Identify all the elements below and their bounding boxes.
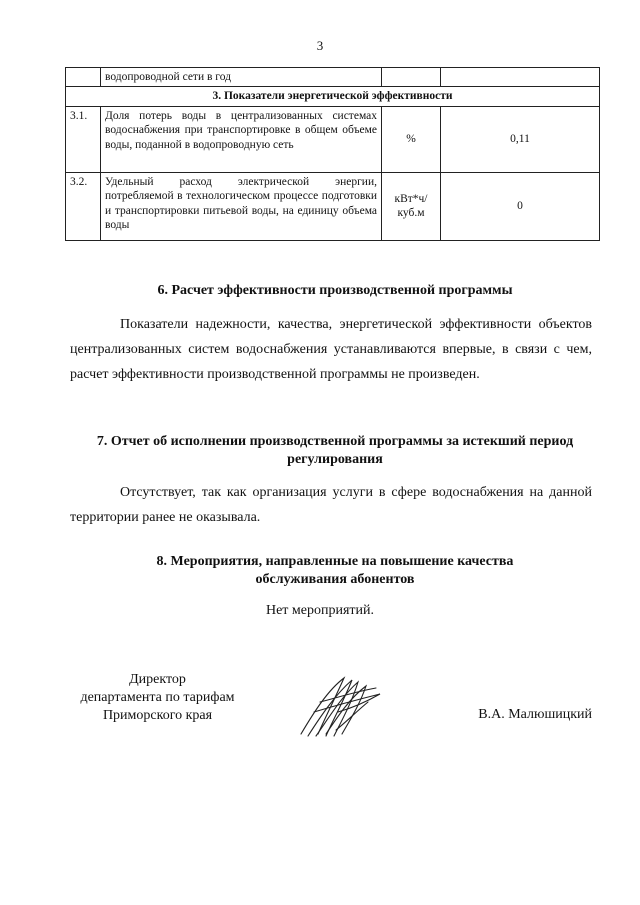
signatory-title: [65, 671, 250, 725]
section-8-title: 8. Мероприятия, направленные на повышение качества обслуживания абонентов: [156, 554, 514, 587]
section-8-text: Нет мероприятий.: [265, 603, 375, 618]
section-6-text: Показатели надежности, качества, энергетической эффективности объектов централизованных систем водоснабжения устанавливаются впервые, в связи с чем, расчет эффективности производственной программы не произведен.: [70, 317, 592, 382]
table-row: [66, 106, 600, 172]
row-value-cell: [441, 68, 600, 87]
row-value-cell: 0,11: [441, 106, 600, 172]
table-row: [66, 172, 600, 240]
table-section-row: [66, 87, 600, 106]
section-6-title: 6. Расчет эффективности производственной программы: [157, 283, 513, 298]
row-value-cell: 0: [441, 172, 600, 240]
row-number-cell: 3.1.: [66, 106, 101, 172]
section-heading: 3. Показатели энергетической эффективности: [66, 87, 600, 106]
signatory-title-line: департамента по тарифам: [80, 690, 235, 705]
row-unit-cell: кВт*ч/ куб.м: [382, 172, 441, 240]
row-description-cell: Удельный расход электрической энергии, потребляемой в технологическом процессе подготовки и транспортировки питьевой воды, на единицу объема воды: [101, 172, 382, 240]
row-number-cell: 3.2.: [66, 172, 101, 240]
handwritten-signature: [296, 672, 386, 742]
table-row: [66, 68, 600, 87]
row-unit-cell: [382, 68, 441, 87]
signatory-title-line: Приморского края: [102, 708, 213, 723]
signatory-name: В.А. Малюшицкий: [478, 707, 592, 722]
page-number: 3: [316, 38, 324, 53]
signatory-title-line: Директор: [129, 672, 186, 687]
row-description-cell: Доля потерь воды в централизованных системах водоснабжения при транспортировке в общем объеме воды, поданной в водопроводную сеть: [101, 106, 382, 172]
row-unit-cell: %: [382, 106, 441, 172]
section-7-title: 7. Отчет об исполнении производственной программы за истекший период регулирования: [96, 434, 574, 467]
row-description-cell: водопроводной сети в год: [101, 68, 382, 87]
indicators-table: [65, 67, 600, 241]
row-number-cell: [66, 68, 101, 87]
section-7-text: Отсутствует, так как организация услуги в сфере водоснабжения на данной территории ранее не оказывала.: [70, 485, 592, 525]
